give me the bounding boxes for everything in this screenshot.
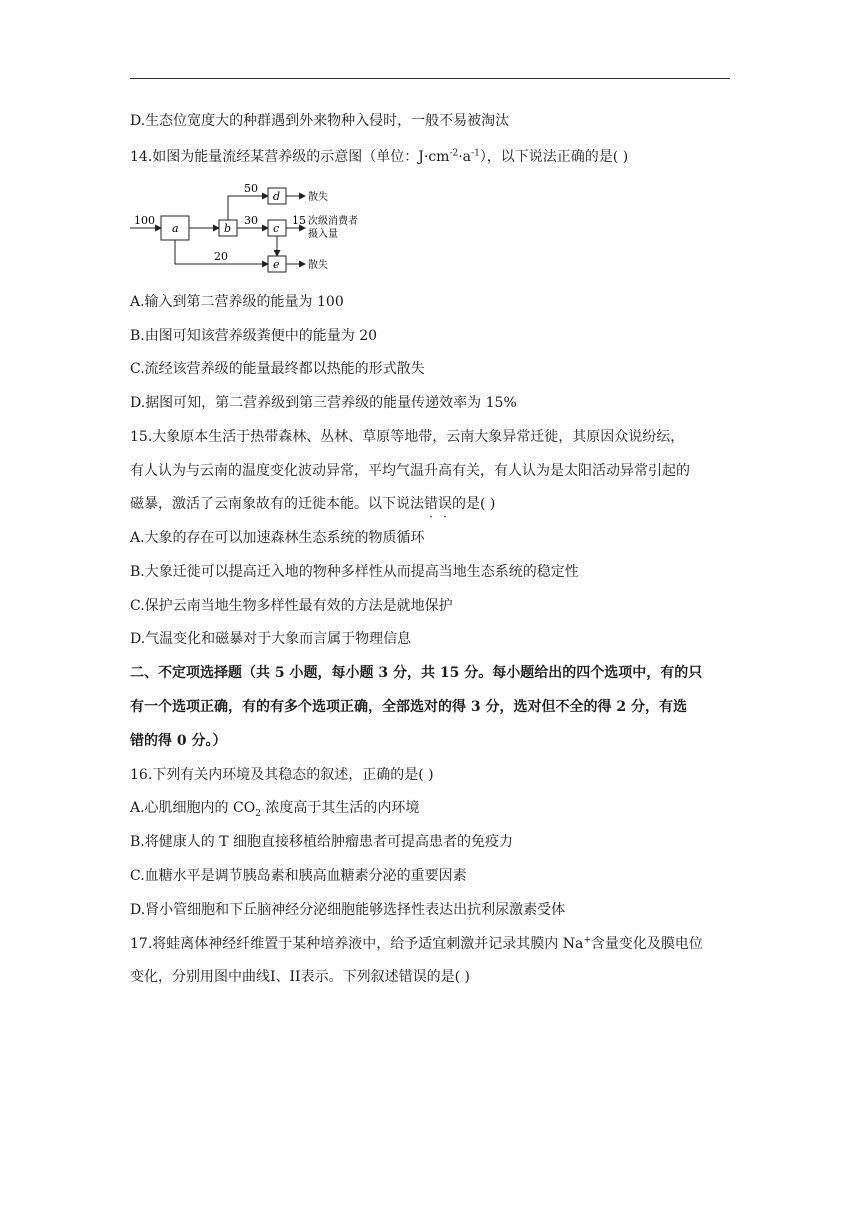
q17-stem-end: 含量变化及膜电位 — [590, 936, 703, 952]
node-e-label: e — [273, 258, 280, 271]
q13-option-d: D.生态位宽度大的种群遇到外来物种入侵时，一般不易被淘汰 — [130, 113, 510, 129]
section2-heading-line3: 错的得 0 分。） — [130, 733, 227, 749]
node-d-label: d — [273, 190, 281, 203]
label-d-loss: 散失 — [308, 192, 328, 203]
section2-heading-line1: 二、不定项选择题（共 5 小题，每小题 3 分，共 15 分。每小题给出的四个选项中，有的只 — [130, 665, 703, 681]
q14-stem — [130, 147, 732, 167]
q16-option-c: C.血糖水平是调节胰岛素和胰高血糖素分泌的重要因素 — [130, 868, 467, 884]
q14-sup-1: -2 — [449, 148, 459, 159]
energy-flow-diagram — [128, 180, 368, 280]
q16-option-a-sub: 2 — [255, 808, 261, 819]
q15-stem-line3 — [130, 494, 732, 514]
q15-stem-line3-text: 磁暴，激活了云南象故有的迁徙本能。以下说法 — [130, 496, 424, 512]
q15-stem-line2: 有人认为与云南的温度变化波动异常，平均气温升高有关，有人认为是太阳活动异常引起的 — [130, 463, 690, 479]
q16-stem: 16.下列有关内环境及其稳态的叙述，正确的是( ) — [130, 767, 434, 783]
q15-emphasis-2: 误 — [438, 496, 452, 512]
q15-option-b: B.大象迁徙可以提高迁入地的物种多样性从而提高当地生态系统的稳定性 — [130, 564, 579, 580]
q17-stem-line1 — [130, 934, 732, 954]
section2-heading-line2: 有一个选项正确，有的有多个选项正确，全部选对的得 3 分，选对但不全的得 2 分，有选 — [130, 699, 687, 715]
q15-option-a: A.大象的存在可以加速森林生态系统的物质循环 — [130, 530, 425, 546]
q14-stem-end: ），以下说法正确的是( ) — [479, 149, 629, 165]
q14-option-c: C.流经该营养级的能量最终都以热能的形式散失 — [130, 361, 425, 377]
q14-option-d: D.据图可知，第二营养级到第三营养级的能量传递效率为 15% — [130, 395, 517, 411]
header-rule — [130, 78, 730, 79]
q17-sup: + — [583, 935, 591, 946]
q14-stem-unit: ·a — [458, 149, 472, 165]
q15-emphasis-1: 错 — [424, 496, 438, 512]
label-c-intake: 摄入量 — [308, 229, 338, 240]
label-c-consumer: 次级消费者 — [308, 216, 358, 227]
value-c-out: 15 — [292, 214, 306, 227]
q16-option-b: B.将健康人的 T 细胞直接移植给肿瘤患者可提高患者的免疫力 — [130, 834, 513, 850]
q15-option-d: D.气温变化和磁暴对于大象而言属于物理信息 — [130, 631, 412, 647]
q16-option-a — [130, 798, 732, 818]
value-b-c: 30 — [244, 214, 258, 227]
q17-stem-text: 17.将蛙离体神经纤维置于某种培养液中，给予适宜刺激并记录其膜内 Na — [130, 936, 584, 952]
q16-option-a-text: A.心肌细胞内的 CO — [130, 800, 256, 816]
value-in: 100 — [134, 214, 155, 227]
node-a-label: a — [172, 222, 179, 235]
node-b-label: b — [224, 222, 232, 235]
q16-option-a-end: 浓度高于其生活的内环境 — [260, 800, 420, 816]
value-a-e: 20 — [214, 250, 228, 263]
q15-option-c: C.保护云南当地生物多样性最有效的方法是就地保护 — [130, 598, 453, 614]
q14-stem-text: 14.如图为能量流经某营养级的示意图（单位：J·cm — [130, 149, 450, 165]
q14-sup-2: -1 — [471, 148, 480, 159]
q14-option-a: A.输入到第二营养级的能量为 100 — [130, 294, 344, 310]
value-b-d: 50 — [244, 182, 258, 195]
q15-stem-line1: 15.大象原本生活于热带森林、丛林、草原等地带，云南大象异常迁徙，其原因众说纷纭， — [130, 429, 685, 445]
q14-option-b: B.由图可知该营养级粪便中的能量为 20 — [130, 328, 378, 344]
q17-stem-line2: 变化，分别用图中曲线I、II表示。下列叙述错误的是( ) — [130, 969, 470, 985]
label-e-loss: 散失 — [308, 260, 328, 271]
q16-option-d: D.肾小管细胞和下丘脑神经分泌细胞能够选择性表达出抗利尿激素受体 — [130, 902, 566, 918]
q15-stem-line3-end: 的是( ) — [452, 496, 496, 512]
node-c-label: c — [273, 222, 280, 235]
